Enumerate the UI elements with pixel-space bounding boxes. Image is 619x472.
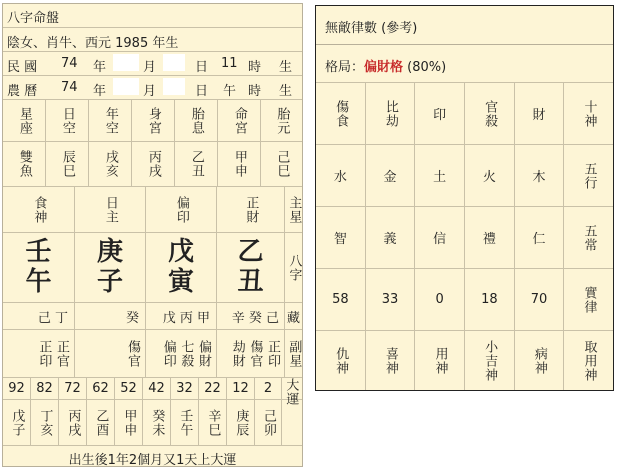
dayun-age: 52 xyxy=(120,381,137,396)
sub-star: 傷官 xyxy=(247,339,263,368)
geju-percent: (80%) xyxy=(407,60,447,75)
dayun-age: 32 xyxy=(176,381,193,396)
main-star-cells xyxy=(3,187,302,232)
geju-line xyxy=(325,56,446,75)
pillar-year xyxy=(237,238,263,298)
bazi-chart-panel xyxy=(2,3,303,467)
dayun-ganzhi: 壬午 xyxy=(177,408,193,437)
hidden-stem: 戊 丙 甲 xyxy=(162,310,210,326)
nongli-hour: 午 xyxy=(223,84,237,99)
element-cell: 土 xyxy=(433,170,447,185)
element-cell: 木 xyxy=(532,170,546,185)
element-cell: 火 xyxy=(482,170,496,185)
pillar-stem: 壬 xyxy=(25,236,52,267)
masked-day xyxy=(163,78,185,95)
row-label: 五常 xyxy=(581,223,597,252)
sub-star: 偏印 xyxy=(160,339,176,368)
ten-god-cell: 財 xyxy=(532,108,546,123)
hidden-stem: 辛 癸 己 xyxy=(231,310,279,326)
pillar-branch: 丑 xyxy=(237,266,264,297)
god-cell: 用神 xyxy=(432,346,448,375)
palace-value-row xyxy=(3,141,302,186)
sub-star: 正印 xyxy=(265,339,280,368)
hidden-label: 藏 xyxy=(286,310,300,326)
main-star: 日主 xyxy=(102,195,118,224)
pillar-branch: 午 xyxy=(25,266,52,297)
main-star-row xyxy=(3,186,302,232)
score-cell: 18 xyxy=(481,292,498,307)
palace-value: 雙魚 xyxy=(16,150,32,178)
ten-god-cell: 傷食 xyxy=(333,99,349,128)
sub-star-cells xyxy=(3,330,302,377)
main-star: 偏印 xyxy=(173,195,189,224)
pillar-stem: 戊 xyxy=(167,236,194,267)
bazi-label: 八字 xyxy=(286,253,302,282)
footer-row xyxy=(3,445,302,466)
element-cell: 金 xyxy=(383,170,397,185)
sub-star: 正印 xyxy=(36,339,52,368)
main-star: 正財 xyxy=(243,195,259,224)
divider xyxy=(316,44,613,45)
ten-god-cell: 比劫 xyxy=(382,99,398,128)
dayun-ganzhi: 甲申 xyxy=(121,408,137,437)
palace-value: 辰巳 xyxy=(59,150,75,178)
score-cell: 70 xyxy=(530,292,548,307)
ten-god-cell: 官殺 xyxy=(482,99,498,128)
pillar-stem: 庚 xyxy=(96,236,123,267)
masked-month xyxy=(113,54,139,71)
palace-header: 年空 xyxy=(102,106,118,135)
nongli-date-row xyxy=(3,75,302,99)
grid-row-scores xyxy=(316,268,613,330)
dayun-ganzhi: 己卯 xyxy=(260,408,276,437)
element-cell: 水 xyxy=(333,170,347,185)
virtue-cell: 仁 xyxy=(532,232,546,247)
palace-header: 命宮 xyxy=(231,106,247,135)
minguo-hour: 11 xyxy=(221,56,238,71)
geju-label: 格局： xyxy=(325,60,365,75)
dayun-age: 62 xyxy=(92,381,109,396)
palace-value-cells xyxy=(3,142,302,186)
hidden-stem-cells xyxy=(3,303,302,329)
score-cell: 0 xyxy=(435,292,444,307)
nongli-month-unit: 月 xyxy=(143,84,157,99)
sub-star-row xyxy=(3,329,302,377)
dayun-start-note: 出生後1年2個月又1天上大運 xyxy=(68,453,237,468)
pillar-stem: 乙 xyxy=(237,236,264,267)
lvshu-title: 無敵律數 (參考) xyxy=(325,21,418,36)
masked-day xyxy=(163,54,185,71)
dayun-age: 2 xyxy=(263,381,273,396)
main-star: 食神 xyxy=(31,195,47,224)
palace-value: 甲申 xyxy=(231,150,247,178)
sub-star: 正官 xyxy=(54,339,69,368)
pillar-month xyxy=(168,238,194,298)
dayun-ganzhi: 乙酉 xyxy=(93,408,109,437)
dayun-age-cells xyxy=(3,378,299,399)
minguo-year: 74 xyxy=(61,56,78,71)
minguo-label: 民 國 xyxy=(7,60,38,75)
nongli-hour-unit: 時 xyxy=(248,84,262,99)
dayun-ganzhi: 戊子 xyxy=(9,408,25,437)
dayun-age: 12 xyxy=(232,381,249,396)
sub-star: 七殺 xyxy=(178,339,194,368)
row-label: 取用神 xyxy=(581,339,597,382)
pillar-cells xyxy=(3,233,302,302)
sub-star: 劫財 xyxy=(229,339,245,368)
minguo-day-unit: 日 xyxy=(195,60,209,75)
virtue-cell: 信 xyxy=(433,232,447,247)
dayun-age: 92 xyxy=(8,381,25,396)
chart-title: 八字命盤 xyxy=(7,11,60,26)
virtue-cell: 禮 xyxy=(482,232,496,247)
dayun-age: 42 xyxy=(148,381,165,396)
nongli-label: 農 曆 xyxy=(7,84,38,99)
dayun-age: 82 xyxy=(36,381,53,396)
palace-value: 戌亥 xyxy=(102,150,118,178)
dayun-ganzhi: 丙戌 xyxy=(65,408,81,437)
main-star-label: 主星 xyxy=(286,195,302,224)
chart-title-row xyxy=(3,4,302,27)
virtue-cell: 義 xyxy=(383,232,397,247)
dayun-age-row xyxy=(3,377,302,399)
pillar-branch: 寅 xyxy=(167,266,194,297)
dayun-ganzhi: 癸未 xyxy=(149,408,165,437)
virtue-cell: 智 xyxy=(333,232,347,247)
lvshu-grid xyxy=(316,82,613,390)
nongli-day-unit: 日 xyxy=(195,84,209,99)
god-cell: 仇神 xyxy=(333,346,349,375)
minguo-month-unit: 月 xyxy=(143,60,157,75)
grid-row-gods xyxy=(316,330,613,390)
row-label: 實律 xyxy=(581,285,597,314)
grid-row-ten-gods xyxy=(316,82,613,144)
minguo-hour-unit: 時 xyxy=(248,60,262,75)
geju-value: 偏財格 xyxy=(364,60,404,75)
dayun-label: 大運 xyxy=(283,378,299,406)
dayun-ganzhi: 辛巳 xyxy=(205,408,221,437)
row-label: 十神 xyxy=(581,99,597,128)
birth-info-row xyxy=(3,27,302,51)
minguo-date-row xyxy=(3,51,302,75)
palace-header: 星座 xyxy=(16,106,32,135)
lvshu-panel xyxy=(315,5,614,391)
dayun-ganzhi: 庚辰 xyxy=(233,408,249,437)
god-cell: 小吉神 xyxy=(482,339,498,382)
pillar-branch: 子 xyxy=(96,266,123,297)
sub-star: 偏財 xyxy=(196,339,211,368)
dayun-age: 22 xyxy=(204,381,221,396)
nongli-year-unit: 年 xyxy=(93,84,107,99)
hidden-stem-row xyxy=(3,302,302,329)
hidden-stem: 己 丁 xyxy=(37,310,68,326)
dayun-ganzhi: 丁亥 xyxy=(37,408,53,437)
score-cell: 58 xyxy=(332,292,349,307)
palace-header: 胎元 xyxy=(274,106,290,135)
nongli-year: 74 xyxy=(61,80,78,95)
hidden-stem: 癸 xyxy=(125,310,139,326)
pillar-day xyxy=(97,238,123,298)
score-cell: 33 xyxy=(381,292,399,307)
masked-month xyxy=(113,78,139,95)
minguo-year-unit: 年 xyxy=(93,60,107,75)
dayun-age: 72 xyxy=(64,381,81,396)
nongli-born: 生 xyxy=(279,84,293,99)
minguo-born: 生 xyxy=(279,60,293,75)
palace-header-row xyxy=(3,99,302,141)
pillar-hour xyxy=(25,238,51,298)
bazi-pillar-row xyxy=(3,232,302,302)
grid-row-virtues xyxy=(316,206,613,268)
sub-star-label: 副星 xyxy=(286,339,302,368)
god-cell: 病神 xyxy=(531,346,547,375)
palace-value: 丙戌 xyxy=(145,150,161,178)
palace-header: 胎息 xyxy=(188,106,204,135)
grid-row-elements xyxy=(316,144,613,206)
palace-header: 日空 xyxy=(59,106,75,135)
sub-star: 傷官 xyxy=(125,339,140,368)
palace-header-cells xyxy=(3,100,302,141)
palace-header: 身宮 xyxy=(145,106,161,135)
palace-value: 己巳 xyxy=(274,150,290,178)
row-label: 五行 xyxy=(581,161,597,190)
god-cell: 喜神 xyxy=(382,346,398,375)
ten-god-cell: 印 xyxy=(433,108,447,123)
birth-info: 陰女、肖牛、西元 1985 年生 xyxy=(7,36,179,51)
palace-value: 乙丑 xyxy=(188,150,204,178)
